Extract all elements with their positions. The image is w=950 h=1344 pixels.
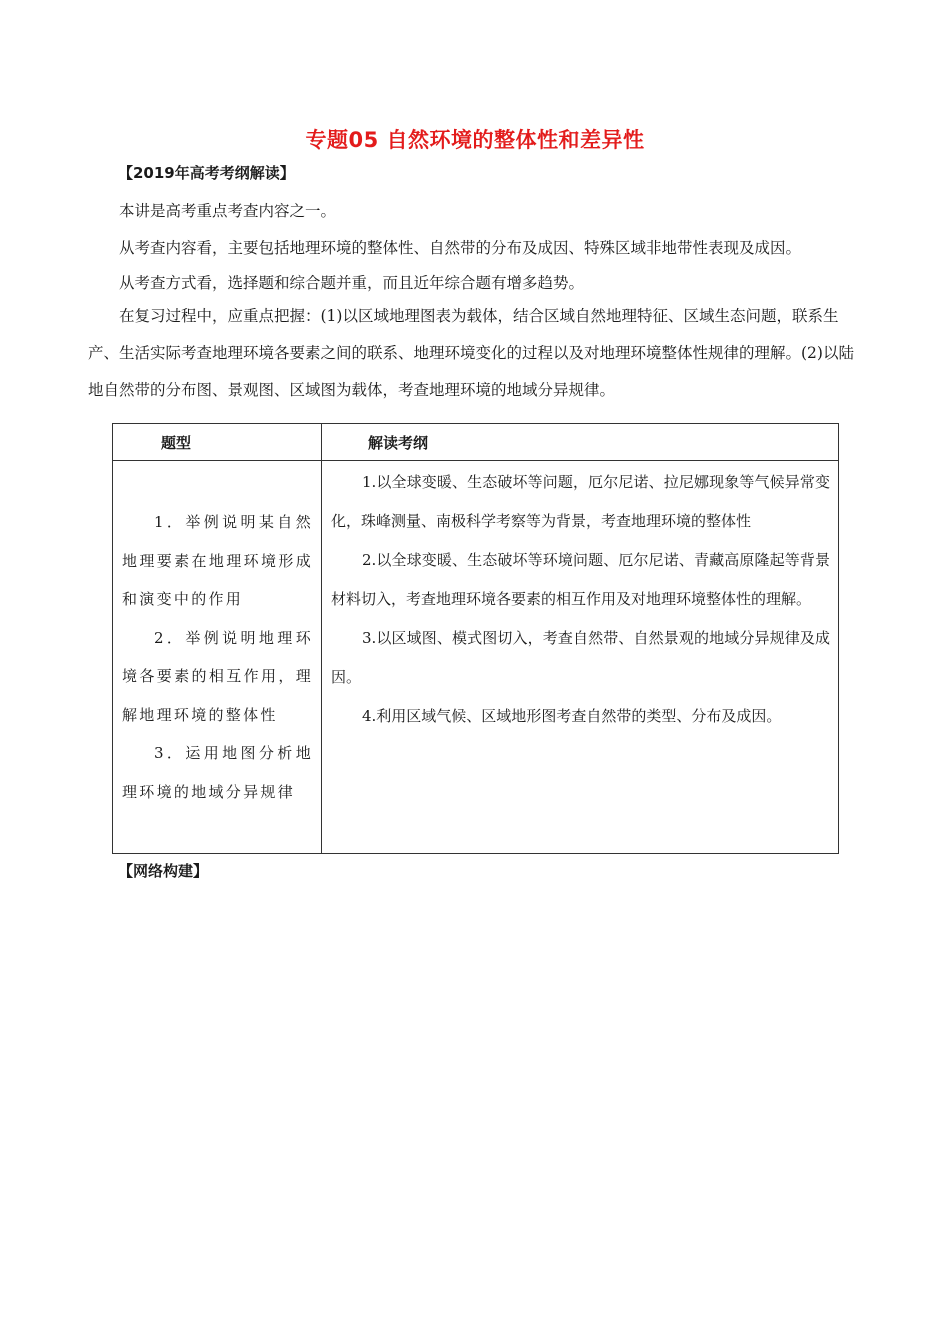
intro-paragraph: 本讲是高考重点考查内容之一。	[119, 202, 337, 220]
outline-item: 1.以全球变暖、生态破坏等问题，厄尔尼诺、拉尼娜现象等气候异常变化，珠峰测量、南极科学考察等为背景，考查地理环境的整体性	[331, 473, 830, 530]
outline-item: 2.以全球变暖、生态破坏等环境问题、厄尔尼诺、青藏高原隆起等背景材料切入，考查地理环境各要素的相互作用及对地理环境整体性的理解。	[331, 551, 830, 608]
content-paragraph: 从考查内容看，主要包括地理环境的整体性、自然带的分布及成因、特殊区域非地带性表现及成因。	[119, 239, 802, 257]
page-title: 专题05 自然环境的整体性和差异性	[305, 128, 645, 152]
question-type-item: 3．运用地图分析地理环境的地域分异规律	[122, 744, 313, 801]
question-type-cell	[113, 461, 322, 854]
network-heading: 【网络构建】	[118, 862, 209, 880]
header-outline: 解读考纲	[322, 424, 839, 461]
exam-outline-table	[112, 423, 839, 854]
outline-cell	[322, 461, 839, 854]
method-paragraph: 从考查方式看，选择题和综合题并重，而且近年综合题有增多趋势。	[119, 274, 585, 292]
table-row	[113, 461, 839, 854]
table-header-row	[113, 424, 839, 461]
outline-item: 3.以区域图、模式图切入，考查自然带、自然景观的地域分异规律及成因。	[331, 629, 830, 686]
review-paragraph: 在复习过程中，应重点把握：(1)以区域地理图表为载体，结合区域自然地理特征、区域生态问题，联系生产、生活实际考查地理环境各要素之间的联系、地理环境变化的过程以及对地理环境整体性规律的理解。(2)以陆地自然带的分布图、景观图、区域图为载体，考查地理环境的地域分异规律。	[88, 307, 854, 399]
exam-outline-heading: 【2019年高考考纲解读】	[118, 164, 295, 182]
outline-item: 4.利用区域气候、区域地形图考查自然带的类型、分布及成因。	[362, 707, 782, 725]
question-type-item: 2．举例说明地理环境各要素的相互作用，理解地理环境的整体性	[122, 628, 313, 724]
question-type-item: 1．举例说明某自然地理要素在地理环境形成和演变中的作用	[122, 513, 313, 608]
header-question-type: 题型	[113, 424, 322, 461]
